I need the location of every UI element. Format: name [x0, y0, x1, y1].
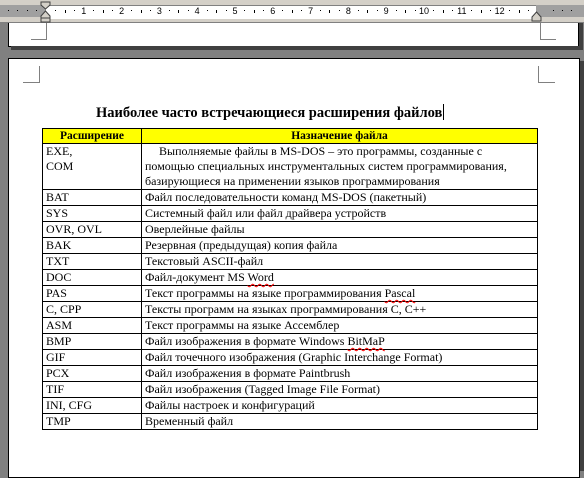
description-cell[interactable]	[142, 366, 538, 382]
table-row	[43, 286, 538, 302]
ruler-dot	[55, 10, 56, 11]
ruler-number: 12	[494, 6, 505, 16]
ruler-tick	[405, 10, 406, 13]
description-cell[interactable]	[142, 254, 538, 270]
description-cell[interactable]	[142, 270, 538, 286]
ruler-tick	[216, 10, 217, 13]
ruler-tick	[481, 10, 482, 13]
table-row	[43, 366, 538, 382]
ruler-dot	[263, 10, 264, 11]
ruler-number: 11	[457, 6, 467, 16]
spellcheck-flagged-word[interactable]: Word	[247, 270, 274, 284]
ruler-number: 10	[418, 6, 430, 16]
table-row	[43, 254, 538, 270]
description-text: Файл изображения в формате Windows	[145, 334, 348, 348]
extension-text: INI, CFG	[46, 398, 93, 412]
ruler-dot	[74, 10, 75, 11]
description-text: Временный файл	[145, 414, 234, 428]
ruler-dot	[27, 10, 28, 11]
extension-text: TMP	[46, 414, 71, 428]
ruler-dot	[571, 10, 572, 11]
ruler-dot	[131, 10, 132, 11]
extension-text: OVR, OVL	[46, 222, 102, 236]
description-text: Выполняемые файлы в MS-DOS – это программы, созданные с помощью специальных инструментальных систем программирования, базирующиеся на применении языков программирования	[145, 144, 507, 188]
ruler-dot	[490, 10, 491, 11]
ruler-right-margin	[536, 5, 584, 17]
table-row	[43, 398, 538, 414]
ruler-dot	[8, 10, 9, 11]
ruler-number: 8	[345, 6, 351, 16]
extension-text: EXE,	[46, 144, 73, 158]
extension-cell[interactable]	[43, 238, 142, 254]
description-text: Файл изображения в формате Paintbrush	[145, 366, 351, 380]
description-cell[interactable]	[142, 302, 538, 318]
description-cell[interactable]	[142, 286, 538, 302]
document-heading[interactable]	[96, 104, 496, 122]
ruler-tick	[519, 10, 520, 13]
extension-cell[interactable]	[43, 302, 142, 318]
ruler-dot	[377, 10, 378, 11]
description-text: Системный файл или файл драйвера устройств	[145, 206, 387, 220]
ruler-number: 6	[270, 6, 276, 16]
extension-text: BAT	[46, 190, 69, 204]
page-shadow	[580, 61, 584, 471]
extension-cell[interactable]	[43, 366, 142, 382]
table-row	[43, 414, 538, 430]
ruler-number: 5	[232, 6, 238, 16]
description-cell[interactable]	[142, 414, 538, 430]
margin-corner-mark	[39, 66, 40, 83]
ruler-dot	[415, 10, 416, 11]
ruler-tick	[65, 10, 66, 13]
right-indent-marker[interactable]	[531, 11, 543, 22]
description-cell[interactable]	[142, 222, 538, 238]
description-text: Оверлейные файлы	[145, 222, 245, 236]
ruler-dot	[112, 10, 113, 11]
ruler-number: 1	[81, 6, 87, 16]
extensions-table[interactable]	[42, 128, 538, 430]
ruler-dot	[207, 10, 208, 11]
ruler-dot	[301, 10, 302, 11]
ruler-dot	[562, 10, 563, 11]
ruler-dot	[93, 10, 94, 11]
ruler-tick	[292, 10, 293, 13]
description-cell[interactable]	[142, 318, 538, 334]
description-cell[interactable]	[142, 144, 538, 190]
ruler-dot	[358, 10, 359, 11]
description-text: Текст программы на языке программирования	[145, 286, 385, 300]
extension-cell[interactable]	[43, 286, 142, 302]
ruler-dot	[36, 10, 37, 11]
ruler-tick	[254, 10, 255, 13]
extension-cell[interactable]	[43, 398, 142, 414]
description-text: Файлы настроек и конфигураций	[145, 398, 315, 412]
document-heading-text: Наиболее часто встречающиеся расширения файлов	[96, 105, 443, 121]
ruler-number: 4	[194, 6, 200, 16]
description-text: Текстовый ASCII-файл	[145, 254, 264, 268]
extension-cell[interactable]	[43, 270, 142, 286]
extension-cell[interactable]	[43, 144, 142, 190]
first-line-indent-marker[interactable]	[40, 1, 52, 23]
table-row	[43, 270, 538, 286]
ruler-dot	[169, 10, 170, 11]
ruler-dot	[188, 10, 189, 11]
ruler-dot	[282, 10, 283, 11]
extension-cell[interactable]	[43, 350, 142, 366]
ruler-dot	[553, 10, 554, 11]
margin-corner-mark	[540, 23, 541, 40]
description-cell[interactable]	[142, 398, 538, 414]
tab-selector[interactable]	[0, 0, 6, 23]
extension-cell[interactable]	[43, 334, 142, 350]
ruler-dot	[433, 10, 434, 11]
extension-text: GIF	[46, 350, 66, 364]
extension-text: SYS	[46, 206, 69, 220]
extension-cell[interactable]	[43, 190, 142, 206]
table-row	[43, 238, 538, 254]
table-row	[43, 382, 538, 398]
table-row	[43, 334, 538, 350]
margin-corner-mark	[538, 82, 555, 83]
ruler-tick	[178, 10, 179, 13]
extension-text: COM	[46, 159, 74, 173]
ruler-number: 7	[308, 6, 314, 16]
table-row	[43, 144, 538, 190]
extension-cell[interactable]	[43, 318, 142, 334]
header-purpose: Назначение файла	[142, 129, 538, 144]
ruler-dot	[471, 10, 472, 11]
extension-text: PCX	[46, 366, 70, 380]
table-row	[43, 350, 538, 366]
margin-corner-mark	[538, 66, 539, 83]
extension-cell[interactable]	[43, 382, 142, 398]
ruler-tick	[329, 10, 330, 13]
table-row	[43, 190, 538, 206]
description-text: Текст программы на языке Ассемблер	[145, 318, 340, 332]
description-text: Тексты программ на языках программирования С, С++	[145, 302, 427, 316]
description-text: Файл изображения (Tagged Image File Format)	[145, 382, 381, 396]
ruler-dot	[226, 10, 227, 11]
extension-text: PAS	[46, 286, 67, 300]
extension-cell[interactable]	[43, 414, 142, 430]
ruler-dot	[452, 10, 453, 11]
description-cell[interactable]	[142, 382, 538, 398]
margin-corner-mark	[23, 82, 40, 83]
text-cursor	[443, 104, 444, 120]
margin-corner-mark	[31, 39, 47, 40]
table-row	[43, 302, 538, 318]
ruler-number: 2	[119, 6, 125, 16]
description-cell[interactable]	[142, 238, 538, 254]
table-header-row	[43, 129, 538, 144]
ruler-dot	[509, 10, 510, 11]
ruler-number: 3	[156, 6, 162, 16]
table-row	[43, 222, 538, 238]
description-text: Резервная (предыдущая) копия файла	[145, 238, 338, 252]
description-cell[interactable]	[142, 350, 538, 366]
page-shadow	[11, 46, 583, 50]
horizontal-ruler[interactable]	[0, 0, 584, 23]
spellcheck-flagged-word[interactable]: BitMaP	[347, 334, 385, 348]
page-shadow	[579, 23, 583, 48]
extension-cell[interactable]	[43, 222, 142, 238]
description-cell[interactable]	[142, 206, 538, 222]
ruler-dot	[396, 10, 397, 11]
header-extension: Расширение	[43, 129, 142, 144]
extension-text: BMP	[46, 334, 72, 348]
extension-cell[interactable]	[43, 254, 142, 270]
ruler-dot	[339, 10, 340, 11]
ruler-tick	[367, 10, 368, 13]
ruler-tick	[443, 10, 444, 13]
ruler-tick	[141, 10, 142, 13]
extension-text: ASM	[46, 318, 73, 332]
margin-corner-mark	[46, 23, 47, 40]
margin-corner-mark	[540, 39, 556, 40]
description-cell[interactable]	[142, 190, 538, 206]
extension-text: BAK	[46, 238, 72, 252]
ruler-dot	[320, 10, 321, 11]
description-text: Файл последовательности команд MS-DOS (пакетный)	[145, 190, 427, 204]
ruler-number: 9	[383, 6, 389, 16]
description-cell[interactable]	[142, 334, 538, 350]
extension-text: C, CPP	[46, 302, 82, 316]
ruler-dot	[17, 10, 18, 11]
table-row	[43, 318, 538, 334]
ruler-dot	[150, 10, 151, 11]
extension-text: TIF	[46, 382, 64, 396]
extension-text: TXT	[46, 254, 70, 268]
spellcheck-flagged-word[interactable]: Pascal	[384, 286, 416, 300]
extension-text: DOC	[46, 270, 72, 284]
ruler-dot	[528, 10, 529, 11]
extension-cell[interactable]	[43, 206, 142, 222]
ruler-tick	[103, 10, 104, 13]
ruler-dot	[244, 10, 245, 11]
description-text: Файл-документ MS	[145, 270, 248, 284]
previous-page-bottom	[8, 23, 579, 46]
description-text: Файл точечного изображения (Graphic Interchange Format)	[145, 350, 443, 364]
table-row	[43, 206, 538, 222]
